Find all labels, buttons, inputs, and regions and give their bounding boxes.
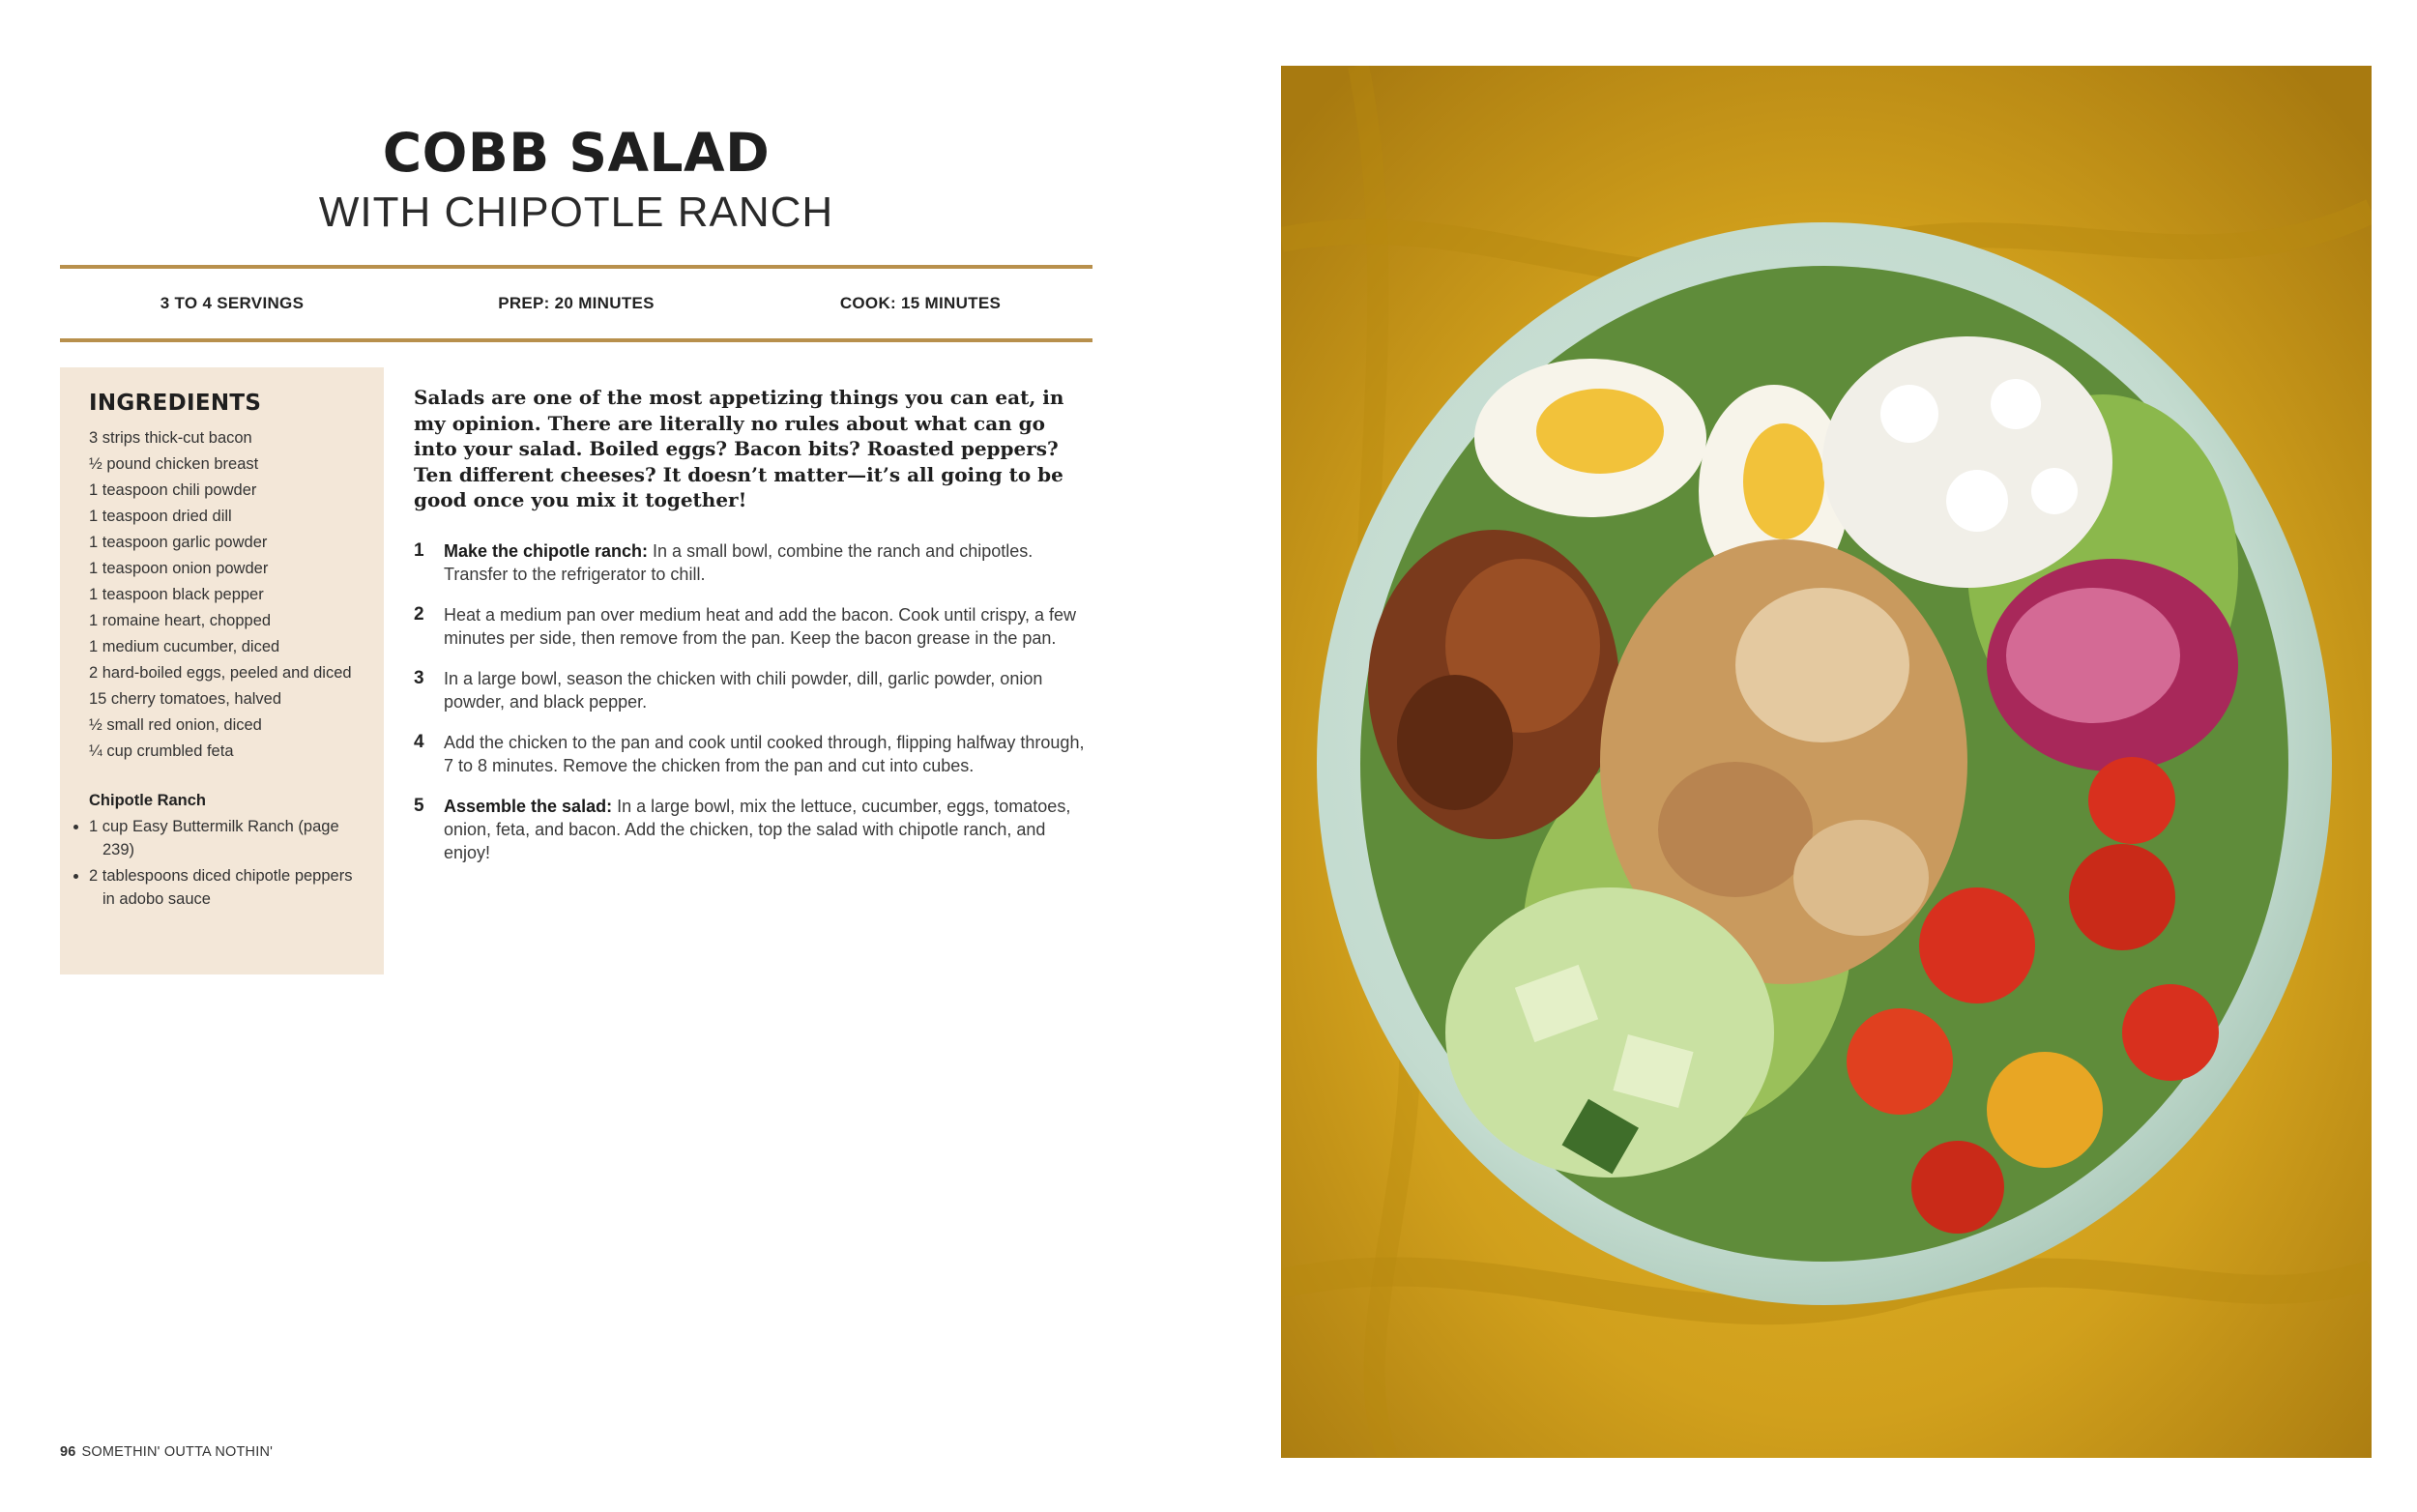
step-text xyxy=(444,539,1092,586)
ingredient-item: 1 teaspoon black pepper xyxy=(89,586,264,603)
step-item xyxy=(414,603,1092,650)
red-onion xyxy=(1987,559,2238,771)
book-title: SOMETHIN' OUTTA NOTHIN' xyxy=(81,1444,274,1460)
step-item xyxy=(414,731,1092,777)
step-number: 4 xyxy=(414,732,424,752)
salad-photo-illustration xyxy=(1281,66,2372,1458)
ingredient-item: 1 medium cucumber, diced xyxy=(89,638,280,655)
salad-photo xyxy=(1281,66,2372,1458)
ingredient-item: ½ small red onion, diced xyxy=(89,716,262,734)
page-footer xyxy=(60,1444,273,1460)
cook-time-label: COOK: 15 MINUTES xyxy=(839,294,1002,312)
step-number: 3 xyxy=(414,668,424,688)
step-number: 1 xyxy=(414,540,424,561)
step-body: In a large bowl, season the chicken with chili powder, dill, garlic powder, onion powder, and black pepper. xyxy=(444,669,1043,712)
ingredient-item: 1 teaspoon chili powder xyxy=(89,481,257,499)
step-body: In a small bowl, combine the ranch and chipotles. Transfer to the refrigerator to chill. xyxy=(444,541,1034,584)
cucumber-pieces xyxy=(1445,887,1774,1178)
ingredients-panel xyxy=(60,367,384,974)
recipe-intro: Salads are one of the most appetizing things you can eat, in my opinion. There are literally no rules about what can go into your salad. Boiled eggs? Bacon bits? Roasted peppers? Ten different cheeses? It doesn’t matter—it’s all going to be good once you mix it together! xyxy=(414,386,1064,511)
chipotle-ranch-list xyxy=(89,815,357,911)
recipe-title-block xyxy=(60,120,1092,240)
step-item xyxy=(414,539,1092,586)
prep-time-label: PREP: 20 MINUTES xyxy=(498,294,655,312)
recipe-title: COBB SALAD xyxy=(382,122,771,184)
ingredient-item: ½ pound chicken breast xyxy=(89,455,259,473)
chipotle-ranch-subheading: Chipotle Ranch xyxy=(89,792,207,809)
ingredient-item: 2 hard-boiled eggs, peeled and diced xyxy=(89,664,352,682)
ingredient-item: ¼ cup crumbled feta xyxy=(89,742,234,760)
recipe-subtitle: WITH CHIPOTLE RANCH xyxy=(318,189,834,236)
ingredient-item: 1 teaspoon onion powder xyxy=(89,560,269,577)
ingredients-list xyxy=(89,425,357,765)
ingredient-item: 1 teaspoon garlic powder xyxy=(89,534,268,551)
ingredient-item: • 2 tablespoons diced chipotle peppers in adobo sauce xyxy=(89,864,357,911)
page-number: 96 xyxy=(60,1444,76,1460)
step-item xyxy=(414,795,1092,864)
bacon-bits xyxy=(1368,530,1619,839)
step-lead: Make the chipotle ranch: xyxy=(444,541,649,561)
ingredient-item: 15 cherry tomatoes, halved xyxy=(89,690,282,708)
ingredient-item: • 1 cup Easy Buttermilk Ranch (page 239) xyxy=(89,815,357,861)
recipe-meta-bar xyxy=(60,265,1092,342)
step-number: 2 xyxy=(414,604,424,625)
feta-crumbles xyxy=(1822,336,2112,588)
step-text xyxy=(444,603,1092,650)
recipe-steps xyxy=(414,539,1092,882)
step-body: Add the chicken to the pan and cook until cooked through, flipping halfway through, 7 to 8 minutes. Remove the chicken from the pan and cut into cubes. xyxy=(444,733,1085,775)
step-text xyxy=(444,795,1092,864)
step-number: 5 xyxy=(414,796,424,816)
step-text xyxy=(444,667,1092,713)
step-body: Heat a medium pan over medium heat and add the bacon. Cook until crispy, a few minutes per side, then remove from the pan. Keep the bacon grease in the pan. xyxy=(444,605,1077,648)
servings-label: 3 TO 4 SERVINGS xyxy=(160,294,305,312)
step-text xyxy=(444,731,1092,777)
ingredient-item: 3 strips thick-cut bacon xyxy=(89,429,252,447)
ingredients-heading: INGREDIENTS xyxy=(89,391,262,416)
ingredient-item: 1 romaine heart, chopped xyxy=(89,612,272,629)
ingredient-item: 1 teaspoon dried dill xyxy=(89,508,232,525)
step-body: In a large bowl, mix the lettuce, cucumber, eggs, tomatoes, onion, feta, and bacon. Add the chicken, top the salad with chipotle ranch, and enjoy! xyxy=(444,797,1071,862)
step-item xyxy=(414,667,1092,713)
step-lead: Assemble the salad: xyxy=(444,797,613,816)
